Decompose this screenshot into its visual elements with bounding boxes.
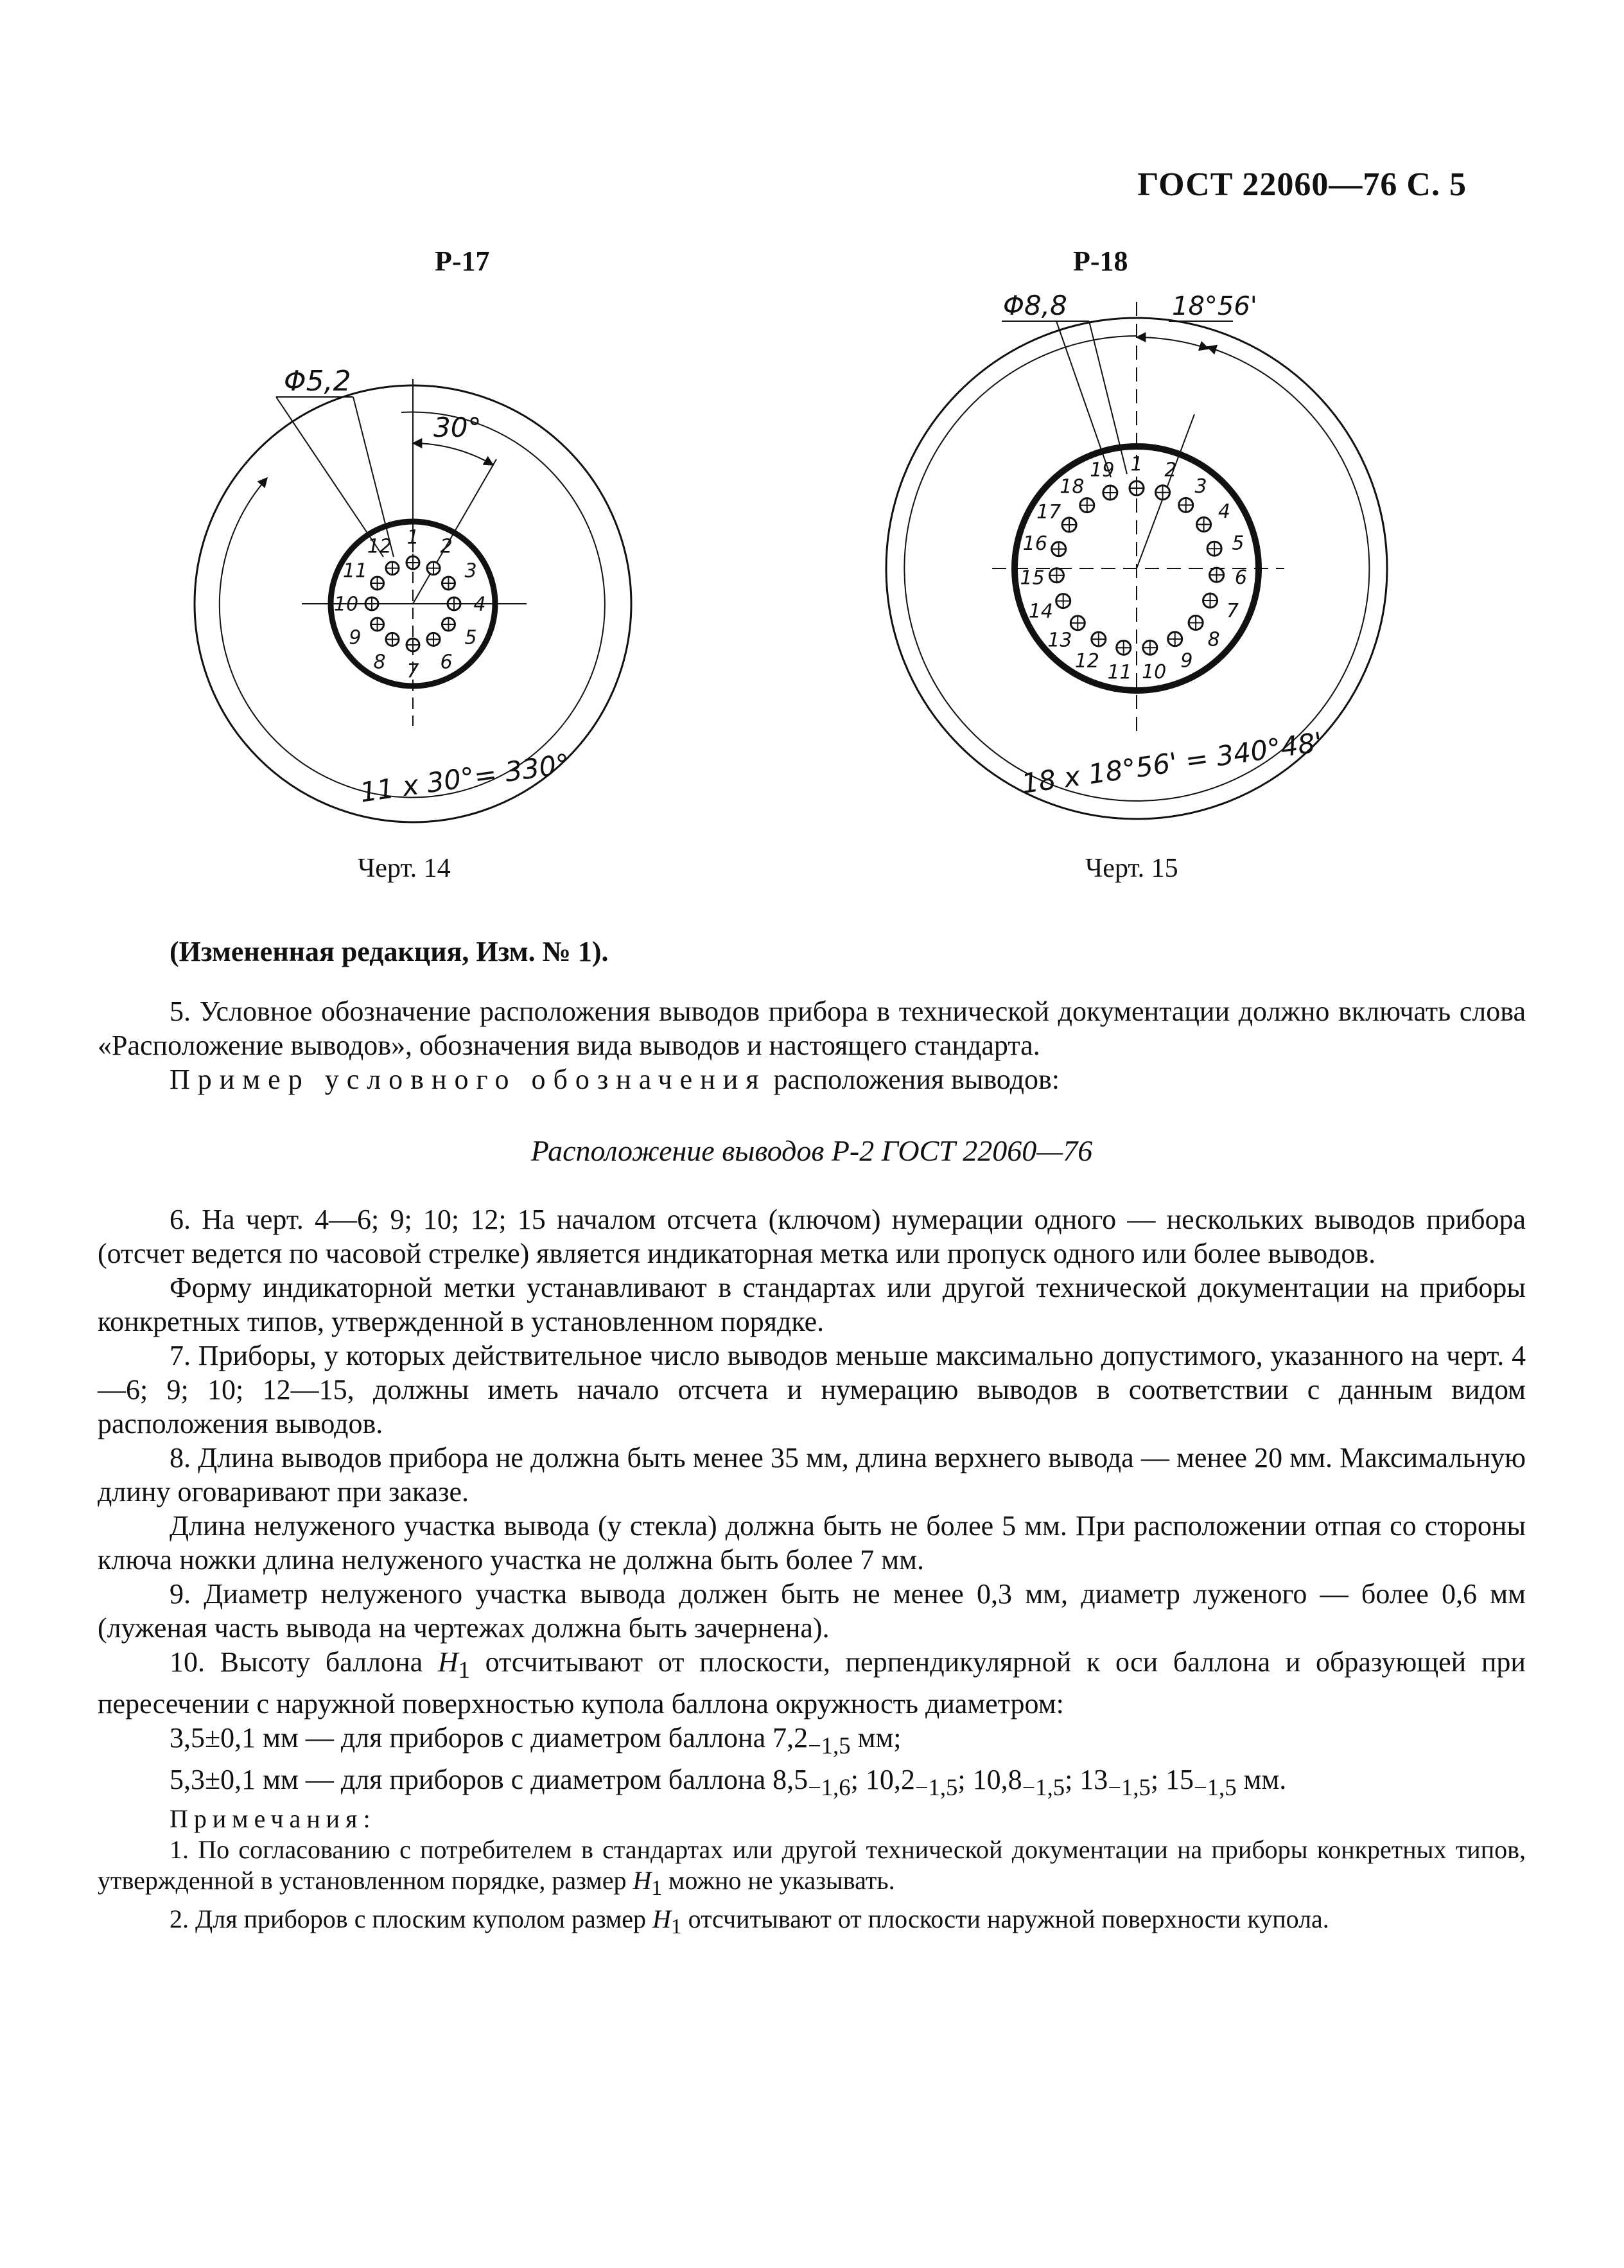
paragraph-8b: Длина нелуженого участка вывода (у стекла) должна быть не более 5 мм. При расположении отпая со стороны ключа ножки длина нелуженого участка не должна быть более 7 мм. bbox=[98, 1510, 1526, 1576]
fig14-formula: 11 x 30°= 330° bbox=[358, 748, 572, 809]
fig15-pin-label-7: 7 bbox=[1226, 599, 1239, 622]
note-2: 2. Для приборов с плоским куполом размер $H_1$ отсчитывают от плоскости наружной поверхности купола. bbox=[170, 1904, 1329, 1939]
fig14-pin-label-5: 5 bbox=[464, 626, 477, 649]
paragraph-7: 7. Приборы, у которых действительное число выводов меньше максимально допустимого, указанного на черт. 4—6; 9; 10; 12—15, должны иметь начало отсчета и нумерацию выводов в соответствии с данным видом расположения выводов. bbox=[98, 1340, 1526, 1439]
fig15-pin-label-2: 2 bbox=[1164, 459, 1177, 482]
fig15-pin-label-13: 13 bbox=[1047, 629, 1072, 652]
fig15-pin-label-11: 11 bbox=[1107, 661, 1132, 684]
paragraph-8: 8. Длина выводов прибора не должна быть менее 35 мм, длина верхнего вывода — менее 20 мм. Максимальную длину оговаривают при заказе. bbox=[98, 1442, 1526, 1508]
fig14-pin-label-3: 3 bbox=[464, 559, 477, 583]
page-header: ГОСТ 22060—76 С. 5 bbox=[1137, 166, 1467, 203]
fig14-pin-label-9: 9 bbox=[349, 626, 362, 649]
example-designation: Расположение выводов Р-2 ГОСТ 22060—76 bbox=[530, 1134, 1093, 1167]
fig14-angle: 30° bbox=[433, 412, 482, 443]
fig15-pin-label-6: 6 bbox=[1234, 566, 1248, 589]
fig14-pin-label-8: 8 bbox=[373, 651, 386, 674]
fig15-pin-label-3: 3 bbox=[1194, 475, 1207, 498]
fig15-pin-label-9: 9 bbox=[1180, 649, 1193, 672]
fig14-label: Р-17 bbox=[435, 245, 490, 277]
example-intro-spaced: Пример условного обозначения bbox=[170, 1064, 767, 1095]
fig15-caption: Черт. 15 bbox=[1085, 854, 1178, 883]
fig15-angle: 18°56' bbox=[1172, 292, 1257, 321]
example-intro-rest: расположения выводов: bbox=[766, 1064, 1060, 1095]
revision-note: (Измененная редакция, Изм. № 1). bbox=[170, 936, 609, 967]
paragraph-9: 9. Диаметр нелуженого участка вывода должен быть не менее 0,3 мм, диаметр луженого — более 0,6 мм (луженая часть вывода на чертежах должна быть зачернена). bbox=[98, 1578, 1526, 1644]
paragraph-6b: Форму индикаторной метки устанавливают в стандартах или другой технической документации на приборы конкретных типов, утвержденной в установленном порядке. bbox=[98, 1272, 1526, 1337]
fig15-pin-label-4: 4 bbox=[1218, 500, 1230, 523]
example-intro bbox=[98, 1062, 1526, 1096]
fig14-pin-label-6: 6 bbox=[440, 651, 453, 674]
fig15-pin-label-15: 15 bbox=[1020, 567, 1045, 590]
fig14-diameter: Φ5,2 bbox=[284, 365, 351, 398]
diameter-line-2: 5,3±0,1 мм — для приборов с диаметром баллона $8,5_{-1,6}$; $10,2_{-1,5}$; $10,8_{-1,5}$; $13_{-1,5}$; $15_{-1,5}$ мм. bbox=[170, 1763, 1287, 1800]
fig15-diameter: Φ8,8 bbox=[1003, 290, 1067, 321]
fig15-pin-label-8: 8 bbox=[1207, 628, 1220, 651]
fig15-pin-label-18: 18 bbox=[1060, 475, 1085, 498]
fig15-pin-label-17: 17 bbox=[1036, 500, 1061, 523]
fig15-drawing bbox=[835, 270, 1400, 835]
body-text bbox=[98, 935, 1526, 1942]
fig14-pin-label-1: 1 bbox=[406, 526, 419, 549]
fig15-pin-label-10: 10 bbox=[1142, 661, 1167, 684]
fig15-pin-label-12: 12 bbox=[1074, 650, 1099, 673]
fig14-pin-label-12: 12 bbox=[367, 535, 392, 558]
fig15-pin-label-1: 1 bbox=[1130, 453, 1143, 476]
fig14-pin-label-4: 4 bbox=[473, 593, 486, 616]
fig15-label: Р-18 bbox=[1073, 245, 1128, 277]
fig14-pin-label-11: 11 bbox=[342, 559, 368, 583]
fig14-drawing bbox=[180, 334, 655, 841]
fig15-pin-label-19: 19 bbox=[1090, 459, 1115, 482]
fig14-pin-label-7: 7 bbox=[406, 660, 419, 683]
note-1: 1. По согласованию с потребителем в стандартах или другой технической документации на приборы конкретных типов, утвержденной в установленном порядке, размер $H_1$ можно не указывать. bbox=[98, 1835, 1526, 1901]
paragraph-6: 6. На черт. 4—6; 9; 10; 12; 15 началом отсчета (ключом) нумерации одного — нескольких выводов прибора (отсчет ведется по часовой стрелке) является индикаторная метка или пропуск одного или более выводов. bbox=[98, 1204, 1526, 1269]
paragraph-10: 10. Высоту баллона $H_1$ отсчитывают от плоскости, перпендикулярной к оси баллона и образующей при пересечении с наружной поверхностью купола баллона окружность диаметром: bbox=[98, 1646, 1526, 1719]
fig15-formula: 18 x 18°56' = 340°48' bbox=[1019, 726, 1325, 800]
fig15-pin-label-16: 16 bbox=[1022, 532, 1047, 556]
fig15-pin-label-14: 14 bbox=[1028, 600, 1054, 623]
fig14-pin-label-10: 10 bbox=[333, 593, 359, 616]
fig14-pin-label-2: 2 bbox=[440, 535, 453, 558]
fig14-caption: Черт. 14 bbox=[358, 854, 451, 883]
diameter-line-1: 3,5±0,1 мм — для приборов с диаметром баллона $7,2_{-1,5}$ мм; bbox=[170, 1721, 902, 1759]
fig15-pin-label-5: 5 bbox=[1232, 532, 1244, 555]
notes-title: Примечания: bbox=[170, 1804, 376, 1834]
paragraph-5: 5. Условное обозначение расположения выводов прибора в технической документации должно включать слова «Расположение выводов», обозначения вида выводов и настоящего стандарта. bbox=[98, 996, 1526, 1061]
